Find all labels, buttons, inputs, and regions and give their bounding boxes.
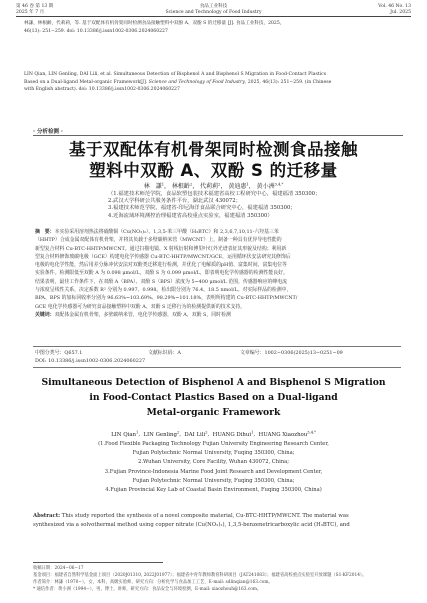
abstract-zh-line: 摘 要：本实验采用溶剂热法将硝酸铜（Cu(NO₃)₂）、1,3,5-苯三甲酸（H₃BTC）和 2,3,6,7,10,11-六羟基三苯 xyxy=(35,229,279,235)
title-en-line1: Simultaneous Detection of Bisphenol A and Bisphenol S Migration xyxy=(41,377,386,388)
citation-en-line3: with English abstract). doi: 10.13386/j.issn1002-0306.2024060227 xyxy=(24,87,180,93)
citation-en-line1: LIN Qian, LIN Genling, DAI Lili, et al. Simultaneous Detection of Bisphenol A and Bisphenol S Migration in Food-Contact Plastics xyxy=(24,72,327,77)
citation-en-post: , 2025, 46(13): 251−259. (in Chinese xyxy=(244,79,332,85)
citation-zh xyxy=(24,20,404,35)
author-zh: 黄迪惠$^1$ xyxy=(228,182,249,190)
header-rule xyxy=(16,16,411,17)
title-en-line3: Metal-organic Framework xyxy=(146,407,281,418)
citation-en-line2 xyxy=(24,79,404,87)
affiliations-zh xyxy=(108,191,320,220)
meta-doi: DOI: 10.13386/j.issn1002-0306.2024060227 xyxy=(35,358,146,364)
affiliation-zh: 2.武汉大学科研公共服务条件平台，湖北武汉 430072； xyxy=(108,198,241,205)
meta-rule-bottom xyxy=(33,367,401,368)
abstract-zh-line: GCE 电化学传感器可为研究食品接触塑料中双酚 A、双酚 S 迁移行为的检测提供新的技术支持。 xyxy=(35,303,246,310)
header-vol-en: Vol. 46 No. 13 xyxy=(378,4,411,9)
header-journal-en: Science and Technology of Food Industry xyxy=(165,10,262,15)
author-zh: 林根齡$^2$ xyxy=(171,182,193,190)
author-en: LIN Genling$^2$ xyxy=(143,430,180,438)
header-volume: 第 46 卷 第 13 期 xyxy=(16,4,54,9)
header-journal-zh: 食品工业科技 xyxy=(199,4,228,9)
footnote-received: 收稿日期：2024−06−17 xyxy=(33,566,84,571)
abstract-zh-line: 电极的电化学性能，然后用差分脉冲伏安法对双酚类迁移进行检测，并优化了电解质的pH值、富集时间、富集电位等 xyxy=(35,262,287,269)
abstract-zh-label: 摘 要： xyxy=(35,229,55,235)
affiliation-en: Fujian Polytechnic Normal University, Fuqing 350300, China; xyxy=(132,450,295,457)
abstract-en-line: Abstract: This study reported the synthesis of a novel composite material, Cu-BTC-HHTP/MWCNT. The material was xyxy=(33,513,349,519)
footnote-author-bio: 作者简介：林謙（1970−），女，本科，高级实验师，研究方向：分析化学与食品加工工艺，E-mail: sdlinqian@163.com。 xyxy=(33,580,273,585)
meta-article-no: 文章编号：1002−0306(2025)13−0251−09 xyxy=(240,350,343,356)
affiliation-en: (1.Food Flexible Packaging Technology Fujian University Engineering Research Center, xyxy=(98,441,329,447)
abstract-zh-line: 结果表明，最佳工作条件下，在双酚 A（BPA）、双酚 S（BPS）浓度为 5~400 μmol/L 范围，传感器响应的峰电流 xyxy=(35,278,288,285)
header-center xyxy=(0,4,427,16)
abstract-en xyxy=(33,512,395,531)
author-en: HUANG Dihui$^1$ xyxy=(212,430,254,438)
authors-en: LIN Qian$^1$, LIN Genling$^2$, DAI Lili$^2$, HUANG Dihui$^1$, HUANG Xiaozhou$^{3,4,*}$ xyxy=(111,430,316,438)
abstract-zh-line: （HHTP）合成金属双配体有机骨架，并将其负载于多壁碳纳米管（MWCNT）上，制备一种具有优异导电性能的 xyxy=(35,237,282,244)
affiliation-en: 4.Fujian Provincial Key Lab of Coastal Basin Environment, Fuqing 350300, China) xyxy=(105,487,322,494)
title-en-line2: in Food-Contact Plastics Based on a Dual-ligand xyxy=(89,392,338,403)
abstract-zh xyxy=(35,228,395,319)
affiliation-en: 3.Fujian Province-Indonesia Marine Food Joint Research and Development Center, xyxy=(104,468,323,475)
affiliations-en xyxy=(0,440,427,495)
title-en xyxy=(0,375,427,420)
citation-en-pre: Based on a Dual-ligand Metal-organic Framework[J]. xyxy=(24,79,149,85)
title-zh-line2: 塑料中双酚 A、双酚 S 的迁移量 xyxy=(89,161,338,180)
abstract-en-line: synthesized via a solvothermal method using copper nitrate (Cu(NO₃)₂), 1,3,5-benzenetricarboxylic acid (H₃BTC), and xyxy=(33,522,350,529)
header-date-en: Jul. 2025 xyxy=(390,10,411,15)
meta-clc: 中图分类号：Q657.1 xyxy=(35,350,83,356)
affiliation-zh: 4.近海流域环境测控治理福建省高校重点实验室，福建福清 350300） xyxy=(108,212,273,219)
abstract-zh-line: 新型复合材料 Cu-BTC-HHTP/MWCNT。通过扫描电镜、X 射线衍射和傅里叶红外光谱表征其形貌及结构；利用新 xyxy=(35,245,287,252)
citation-en xyxy=(24,71,404,94)
author-zh: 代莉莉$^2$ xyxy=(200,182,221,190)
header-right xyxy=(378,4,411,16)
affiliation-zh: （1.福建技术师范学院，食品软塑包装技术福建省高校工程研究中心，福建福清 350300； xyxy=(108,191,321,197)
footnote-rule xyxy=(33,562,163,563)
citation-zh-line2: 46(13): 251−259. doi: 10.13386/j.issn1002-0306.2024060227 xyxy=(24,28,168,34)
affiliation-en: 2.Wuhan University, Core Facility, Wuhan 430072, China; xyxy=(138,459,289,466)
abstract-en-label: Abstract: xyxy=(33,513,61,519)
meta-doc-code: 文献标识码：A xyxy=(148,350,181,356)
keywords-zh-label: 关键词： xyxy=(35,311,55,318)
footnotes xyxy=(33,565,397,593)
footnote-funding: 基金项目：福建省自然科学基金面上项目（2020J01310, 2022J01977）；福建省中青年教师教育科研项目（JAT241083）；福建省高校重点实验室开放课题（S1-KF2014）。 xyxy=(33,573,367,578)
abstract-zh-line: 型复合材料修饰玻碳电极（GCE）构建电化学传感器 Cu-BTC-HHTP/MWCNT/GCE，运用循环伏安法研究其修饰后 xyxy=(35,253,291,260)
abstract-zh-line: BPA、BPS 的加标回收率分别为 96.63%~103.69%、98.29%~101.18%，表明所构建的 Cu-BTC-HHTP/MWCNT/ xyxy=(35,295,298,302)
keywords-zh: 关键词：双配体金属有机骨架，多壁碳纳米管，电化学传感器，双酚 A，双酚 S，同时检测 xyxy=(35,311,231,318)
affiliation-zh: 3.福建技术师范学院，福建省-印尼海洋食品联合研究中心，福建福清 350300； xyxy=(108,205,296,212)
abstract-zh-line: 与浓度呈线性关系，决定系数 R² 分别为 0.997、0.998。检出限分别为 76.4、18.5 nmol/L。对实际样品的检测中， xyxy=(35,287,292,294)
title-zh-line1: 基于双配体有机骨架同时检测食品接触 xyxy=(69,140,358,159)
section-tag: · 分析检测 · xyxy=(33,129,64,135)
author-en: HUANG Xiaozhou$^{3,4,*}$ xyxy=(258,430,316,438)
citation-en-journal: Science and Technology of Food Industry xyxy=(148,79,245,85)
author-zh: 林 謙$^1$ xyxy=(143,182,164,190)
author-zh: 黄小洲$^{3,4,*}$ xyxy=(256,182,284,190)
abstract-zh-line: 实验条件。检测限低至双酚 A 为 0.098 μmol/L，双酚 S 为 0.099 μmol/L，即表明电化学传感器的检测性能良好。 xyxy=(35,270,288,277)
affiliation-en: Fujian Polytechnic Normal University, Fuqing 350300, China; xyxy=(132,477,295,484)
header-date: 2025 年 7 月 xyxy=(16,10,45,15)
author-en: LIN Qian$^1$ xyxy=(111,430,139,438)
author-en: DAI Lili$^2$ xyxy=(184,430,208,438)
footnote-corresponding: * 通信作者：黄小洲（1994−），男，博士，讲师，研究方向：食品安全与环境检测，E-mail: xiaozhouh@163.com。 xyxy=(33,587,262,592)
authors-zh: 林 謙$^1$， 林根齡$^2$， 代莉莉$^2$， 黄迪惠$^1$， 黄小洲$^{3,4,*}$ xyxy=(143,182,284,190)
citation-zh-line1: 林謙，林根齡，代莉莉，等. 基于双配体有机骨架同时检测食品接触塑料中双酚 A、双酚 S 的迁移量 [J]. 食品工业科技，2025， xyxy=(24,21,285,26)
meta-rule-top xyxy=(33,346,401,347)
